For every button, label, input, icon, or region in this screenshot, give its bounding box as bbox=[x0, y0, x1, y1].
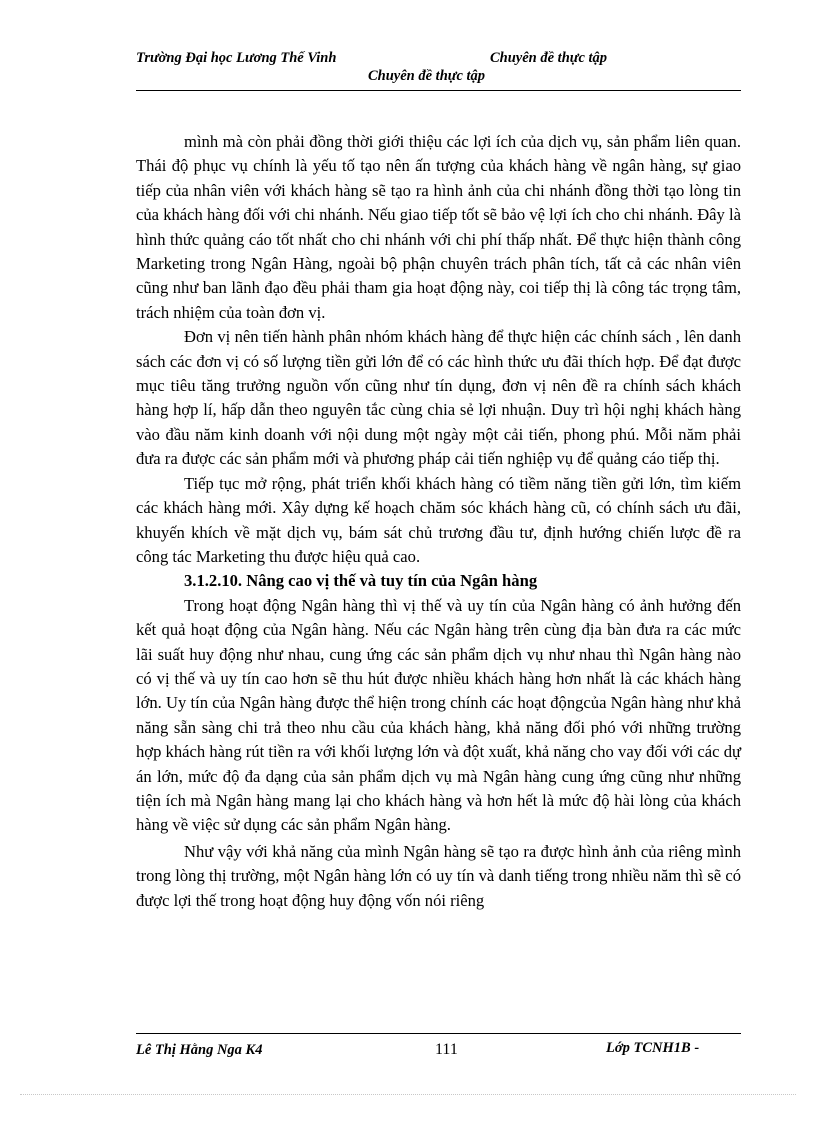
footer-divider bbox=[136, 1033, 741, 1034]
footer-author: Lê Thị Hằng Nga K4 bbox=[136, 1042, 263, 1058]
section-heading: 3.1.2.10. Nâng cao vị thế và tuy tín của Ngân hàng bbox=[184, 571, 538, 591]
header-topic-right: Chuyên đề thực tập bbox=[490, 50, 608, 66]
page-bottom-rule bbox=[20, 1094, 796, 1095]
page-header bbox=[136, 50, 741, 91]
paragraph: Đơn vị nên tiến hành phân nhóm khách hàng để thực hiện các chính sách , lên danh sách các đơn vị có số lượng tiền gửi lớn để có các hình thức ưu đãi thích hợp. Để đạt được mục tiêu tăng trưởng nguồn vốn cũng như tín dụng, đơn vị nên đề ra chính sách khách hàng hợp lí, hấp dẫn theo nguyên tắc cùng chia sẻ lợi nhuận. Duy trì hội nghị khách hàng vào đầu năm kinh doanh với nội dung một ngày một cải tiến, phong phú. Mỗi năm phải đưa ra được các sản phẩm mới và phương pháp cải tiến nghiệp vụ để quảng cáo tiếp thị. bbox=[136, 327, 741, 469]
paragraph: Như vậy với khả năng của mình Ngân hàng sẽ tạo ra được hình ảnh của riêng mình trong lòng thị trường, một Ngân hàng lớn có uy tín và danh tiếng trong nhiều năm thì sẽ có được lợi thế trong hoạt động huy động vốn nói riêng bbox=[136, 841, 741, 910]
header-topic-center: Chuyên đề thực tập bbox=[368, 68, 486, 84]
page-number: 111 bbox=[435, 1041, 458, 1058]
paragraph: Tiếp tục mở rộng, phát triển khối khách hàng có tiềm năng tiền gửi lớn, tìm kiếm các khách hàng mới. Xây dựng kế hoạch chăm sóc khách hàng cũ, có chính sách ưu đãi, khuyến khích về mặt dịch vụ, bám sát chủ trương đầu tư, định hướng chiến lược đề ra công tác Marketing thu được hiệu quả cao. bbox=[136, 473, 741, 566]
header-school-name: Trường Đại học Lương Thế Vinh bbox=[136, 50, 337, 66]
page-content bbox=[136, 130, 741, 913]
footer-class: Lớp TCNH1B - bbox=[606, 1040, 700, 1056]
paragraph: mình mà còn phải đồng thời giới thiệu các lợi ích của dịch vụ, sản phẩm liên quan. Thái độ phục vụ chính là yếu tố tạo nên ấn tượng của khách hàng về ngân hàng, sự giao tiếp của nhân viên với khách hàng sẽ tạo ra hình ảnh của chi nhánh đồng thời tạo lòng tin của khách hàng đối với chi nhánh. Nếu giao tiếp tốt sẽ bảo vệ lợi ích cho chi nhánh. Đây là hình thức quảng cáo tốt nhất cho chi nhánh với chi phí thấp nhất. Để thực hiện thành công Marketing trong Ngân Hàng, ngoài bộ phận chuyên trách phân tích, tất cả các nhân viên cũng như ban lãnh đạo đều phải tham gia hoạt động này, coi tiếp thị là công tác trọng tâm, trách nhiệm của toàn đơn vị. bbox=[136, 132, 741, 322]
paragraph: Trong hoạt động Ngân hàng thì vị thế và uy tín của Ngân hàng có ảnh hưởng đến kết quả hoạt động của Ngân hàng. Nếu các Ngân hàng trên cùng địa bàn đưa ra các mức lãi suất huy động như nhau, cung ứng các sản phẩm dịch vụ như nhau thì Ngân hàng nào có vị thế và uy tín cao hơn sẽ thu hút được nhiều khách hàng hơn nhất là các khách hàng lớn. Uy tín của Ngân hàng được thể hiện trong chính các hoạt độngcủa Ngân hàng như khả năng sẵn sàng chi trả theo nhu cầu của khách hàng, khả năng đối phó với những trường hợp khách hàng rút tiền ra với khối lượng lớn và đột xuất, khả năng cho vay đối với các dự án lớn, mức độ đa dạng của sản phẩm dịch vụ mà Ngân hàng cung ứng cũng như những tiện ích mà Ngân hàng mang lại cho khách hàng và hơn hết là mức độ hài lòng của khách hàng về việc sử dụng các sản phẩm Ngân hàng. bbox=[136, 595, 741, 835]
